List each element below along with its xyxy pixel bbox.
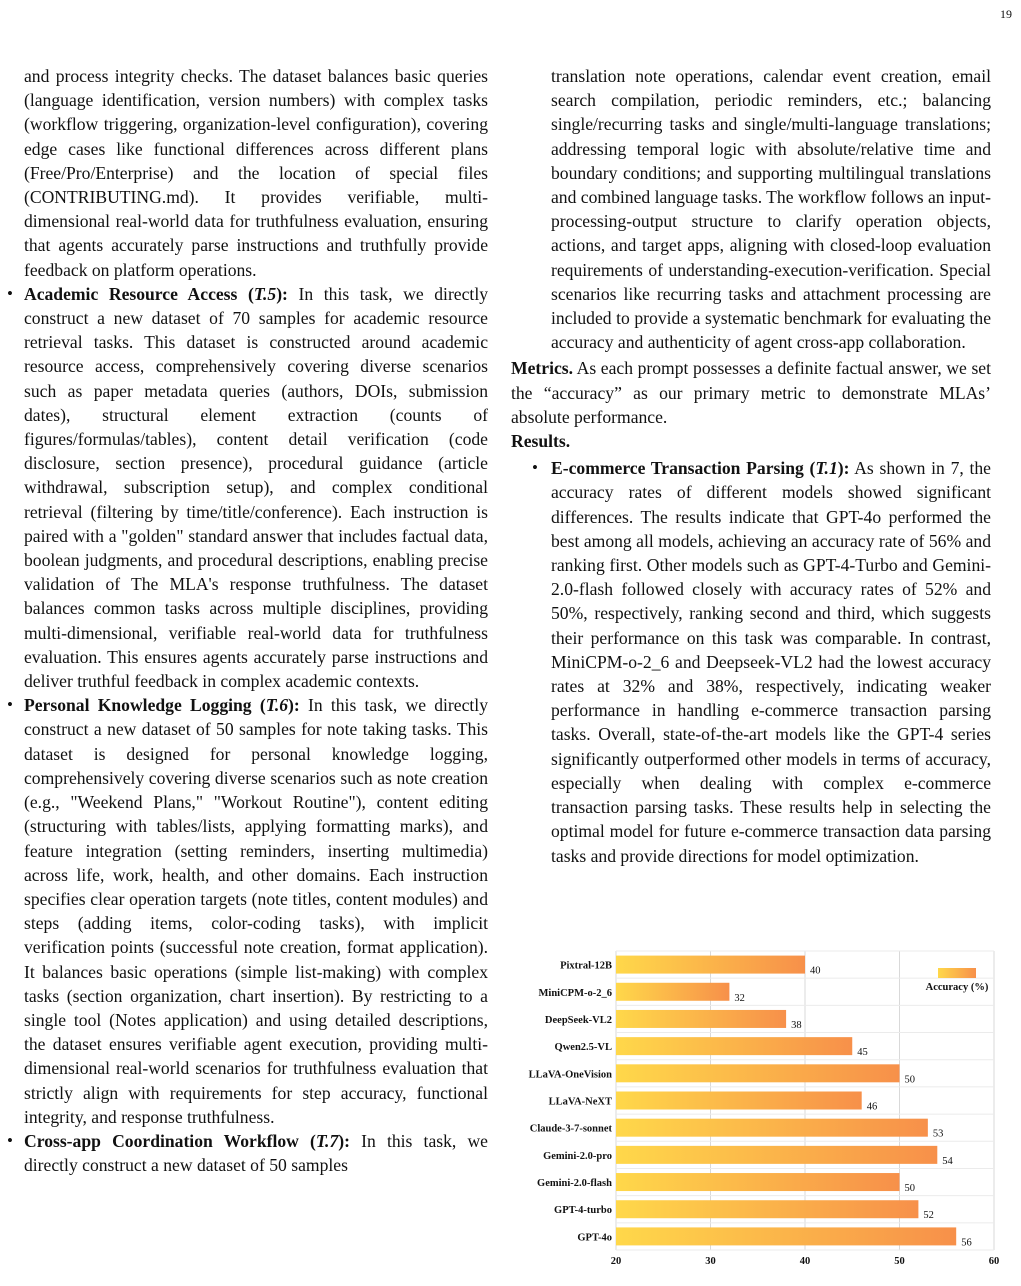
category-label: MiniCPM-o-2_6 bbox=[538, 987, 612, 999]
task-tag: T.5 bbox=[253, 283, 277, 304]
legend-swatch bbox=[938, 968, 976, 978]
category-label: Gemini-2.0-pro bbox=[543, 1150, 612, 1162]
task-item-t6: • Personal Knowledge Logging (T.6): In this task, we directly construct a new dataset of 50 samples for note taking tasks. This dataset is designed for personal knowledge logging, comprehensively covering diverse scenarios such as note creation (e.g., "Weekend Plans," "Workout Routine"), content editing (structuring with tables/lists, applying formatting marks), and feature integration (setting reminders, inserting multimedia) across life, work, health, and other domains. Each instruction specifies clear operation targets (note titles, content modules) and steps (adding items, color-coding tasks), with implicit verification points (successful note creation, format application). It balances basic operations (simple list-making) with complex tasks (section organization, chart insertion). By restricting to a single tool (Notes application) and using detailed descriptions, the dataset ensures verifiable agent execution, providing multi-dimensional real-world scenarios for truthfulness evaluation that strictly align with requirements for step accuracy, functional integrity, and response truthfulness. bbox=[24, 693, 488, 1129]
result-text: As shown in 7, the accuracy rates of different models showed significant differences. The results indicate that GPT-4o performed the best among all models, achieving an accuracy rate of 56% and ranking first. Other models such as GPT-4-Turbo and Gemini-2.0-flash followed closely with accuracy rates of 52% and 50%, respectively, ranking second and third, which suggests their performance on this task was comparable. In contrast, MiniCPM-o-2_6 and Deepseek-VL2 had the lowest accuracy rates at 32% and 38%, respectively, indicating weaker performance in handling e-commerce transaction parsing tasks. Overall, state-of-the-art models like the GPT-4 series significantly outperformed other models in terms of accuracy, especially when dealing with complex e-commerce transaction parsing tasks. These results help in selecting the optimal model for future e-commerce transaction data parsing tasks and provide directions for model optimization. bbox=[551, 458, 991, 866]
category-label: Qwen2.5-VL bbox=[554, 1042, 612, 1054]
bar-Qwen2.5-VL bbox=[616, 1037, 852, 1055]
value-label: 46 bbox=[866, 1101, 878, 1113]
bar-DeepSeek-VL2 bbox=[616, 1010, 786, 1028]
x-tick-label: 60 bbox=[988, 1256, 1000, 1267]
result-item-t1: • E-commerce Transaction Parsing (T.1): As shown in 7, the accuracy rates of different models showed significant differences. The results indicate that GPT-4o performed the best among all models, achieving an accuracy rate of 56% and ranking first. Other models such as GPT-4-Turbo and Gemini-2.0-flash followed closely with accuracy rates of 52% and 50%, respectively, ranking second and third, which suggests their performance on this task was comparable. In contrast, MiniCPM-o-2_6 and Deepseek-VL2 had the lowest accuracy rates at 32% and 38%, respectively, indicating weaker performance in handling e-commerce transaction parsing tasks. Overall, state-of-the-art models like the GPT-4 series significantly outperformed other models in terms of accuracy, especially when dealing with complex e-commerce transaction parsing tasks. These results help in selecting the optimal model for future e-commerce transaction data parsing tasks and provide directions for model optimization. bbox=[551, 456, 991, 867]
legend-label: Accuracy (%) bbox=[925, 982, 989, 993]
category-label: DeepSeek-VL2 bbox=[544, 1014, 612, 1026]
bar-LLaVA-NeXT bbox=[616, 1092, 862, 1110]
x-tick-label: 30 bbox=[705, 1256, 716, 1267]
metrics-paragraph bbox=[511, 356, 991, 429]
task-item-t7: • Cross-app Coordination Workflow (T.7): In this task, we directly construct a new dataset of 50 samples bbox=[24, 1129, 488, 1177]
value-label: 38 bbox=[791, 1019, 802, 1031]
task-tag: T.6 bbox=[265, 695, 289, 716]
task-tag: T.7 bbox=[315, 1130, 339, 1151]
bar-Claude-3-7-sonnet bbox=[616, 1119, 928, 1137]
category-label: GPT-4-turbo bbox=[554, 1205, 612, 1217]
value-label: 40 bbox=[810, 965, 821, 977]
chart-svg bbox=[516, 947, 1006, 1277]
left-column bbox=[24, 64, 488, 1177]
task-list bbox=[24, 282, 488, 1178]
task-title: Cross-app Coordination Workflow bbox=[24, 1130, 299, 1151]
category-label: LLaVA-OneVision bbox=[528, 1069, 612, 1081]
right-column bbox=[511, 64, 991, 868]
value-label: 54 bbox=[942, 1155, 953, 1167]
task-text: In this task, we directly construct a new dataset of 50 samples bbox=[24, 1130, 488, 1176]
value-label: 56 bbox=[961, 1237, 972, 1249]
x-tick-label: 40 bbox=[799, 1256, 811, 1267]
result-tag: T.1 bbox=[815, 458, 838, 479]
value-label: 45 bbox=[857, 1047, 868, 1059]
bar-GPT-4-turbo bbox=[616, 1200, 918, 1218]
result-title: E-commerce Transaction Parsing bbox=[551, 458, 804, 479]
page-number: 19 bbox=[1000, 7, 1012, 21]
continuation-paragraph: translation note operations, calendar event creation, email search compilation, periodic reminders, etc.; balancing single/recurring tasks and single/multi-language translations; addressing temporal logic with absolute/relative time and boundary conditions; and supporting multilingual translations and combined language tasks. The workflow follows an input-processing-output structure to clarify operation objects, actions, and target apps, aligning with closed-loop evaluation requirements of understanding-execution-verification. Special scenarios like recurring tasks and attachment processing are included to provide a systematic benchmark for evaluating the accuracy and authenticity of agent cross-app collaboration. bbox=[551, 66, 991, 353]
category-label: Pixtral-12B bbox=[560, 960, 612, 972]
metrics-text: As each prompt possesses a definite factual answer, we set the “accuracy” as our primary metric to demonstrate MLAs’ absolute performance. bbox=[511, 358, 991, 427]
bar-Gemini-2.0-flash bbox=[616, 1173, 900, 1191]
task-title: Academic Resource Access bbox=[24, 283, 238, 304]
accuracy-bar-chart bbox=[516, 947, 1006, 1277]
category-label: Gemini-2.0-flash bbox=[537, 1178, 612, 1190]
category-label: LLaVA-NeXT bbox=[548, 1096, 612, 1108]
task-text: In this task, we directly construct a new dataset of 50 samples for note taking tasks. This dataset is designed for personal knowledge logging, comprehensively covering diverse scenarios such as note creation (e.g., "Weekend Plans," "Workout Routine"), content editing (structuring with tables/lists, applying formatting marks), and feature integration (setting reminders, inserting multimedia) across life, work, health, and other domains. Each instruction specifies clear operation targets (note titles, content modules) and steps (adding items, color-coding tasks), with implicit verification points (successful note creation, format application). It balances basic operations (simple list-making) with complex tasks (section organization, chart insertion). By restricting to a single tool (Notes application) and using detailed descriptions, the dataset ensures verifiable agent execution, providing multi-dimensional real-world scenarios for truthfulness evaluation that strictly align with requirements for step accuracy, functional integrity, and response truthfulness. bbox=[24, 695, 488, 1127]
results-list bbox=[511, 456, 991, 867]
task-text: In this task, we directly construct a new dataset of 70 samples for academic resource retrieval tasks. This dataset is constructed around academic resource access, comprehensively covering diverse scenarios such as paper metadata queries (authors, DOIs, submission dates), structural element extraction (counts of figures/formulas/tables), content detail verification (code disclosure, section presence), procedural guidance (article withdrawal, subscription setup), and complex conditional retrieval (filtering by time/title/conference). Each instruction is paired with a "golden" standard answer that includes factual data, boolean judgments, and procedural descriptions, enabling precise validation of The MLA's response truthfulness. The dataset balances common tasks across multiple disciplines, providing multi-dimensional, verifiable real-world data for truthfulness evaluation. This ensures agents accurately parse instructions and deliver truthful feedback in complex academic contexts. bbox=[24, 283, 488, 692]
bar-LLaVA-OneVision bbox=[616, 1064, 900, 1082]
value-label: 32 bbox=[734, 992, 745, 1004]
x-tick-label: 20 bbox=[610, 1256, 622, 1267]
bar-MiniCPM-o-2_6 bbox=[616, 983, 729, 1001]
bar-GPT-4o bbox=[616, 1227, 956, 1245]
value-label: 53 bbox=[932, 1128, 944, 1140]
metrics-label: Metrics. bbox=[511, 358, 574, 379]
value-label: 50 bbox=[904, 1074, 915, 1086]
bar-Pixtral-12B bbox=[616, 956, 805, 974]
task-title: Personal Knowledge Logging bbox=[24, 695, 252, 716]
results-heading: Results. bbox=[511, 431, 571, 452]
value-label: 50 bbox=[904, 1183, 915, 1195]
intro-paragraph: and process integrity checks. The dataset balances basic queries (language identification, version numbers) with complex tasks (workflow triggering, organization-level configuration), covering edge cases like functional differences across different plans (Free/Pro/Enterprise) and the location of special files (CONTRIBUTING.md). It provides verifiable, multi-dimensional real-world data for truthfulness evaluation, ensuring that agents accurately parse instructions and truthfully provide feedback on platform operations. bbox=[24, 66, 488, 280]
x-tick-label: 50 bbox=[894, 1256, 905, 1267]
value-label: 52 bbox=[923, 1210, 934, 1222]
category-label: GPT-4o bbox=[577, 1232, 612, 1244]
bar-Gemini-2.0-pro bbox=[616, 1146, 937, 1164]
category-label: Claude-3-7-sonnet bbox=[529, 1123, 612, 1135]
task-item-t5: • Academic Resource Access (T.5): In this task, we directly construct a new dataset of 70 samples for academic resource retrieval tasks. This dataset is constructed around academic resource access, comprehensively covering diverse scenarios such as paper metadata queries (authors, DOIs, submission dates), structural element extraction (counts of figures/formulas/tables), content detail verification (code disclosure, section presence), procedural guidance (article withdrawal, subscription setup), and complex conditional retrieval (filtering by time/title/conference). Each instruction is paired with a "golden" standard answer that includes factual data, boolean judgments, and procedural descriptions, enabling precise validation of The MLA's response truthfulness. The dataset balances common tasks across multiple disciplines, providing multi-dimensional, verifiable real-world data for truthfulness evaluation. This ensures agents accurately parse instructions and deliver truthful feedback in complex academic contexts. bbox=[24, 282, 488, 693]
